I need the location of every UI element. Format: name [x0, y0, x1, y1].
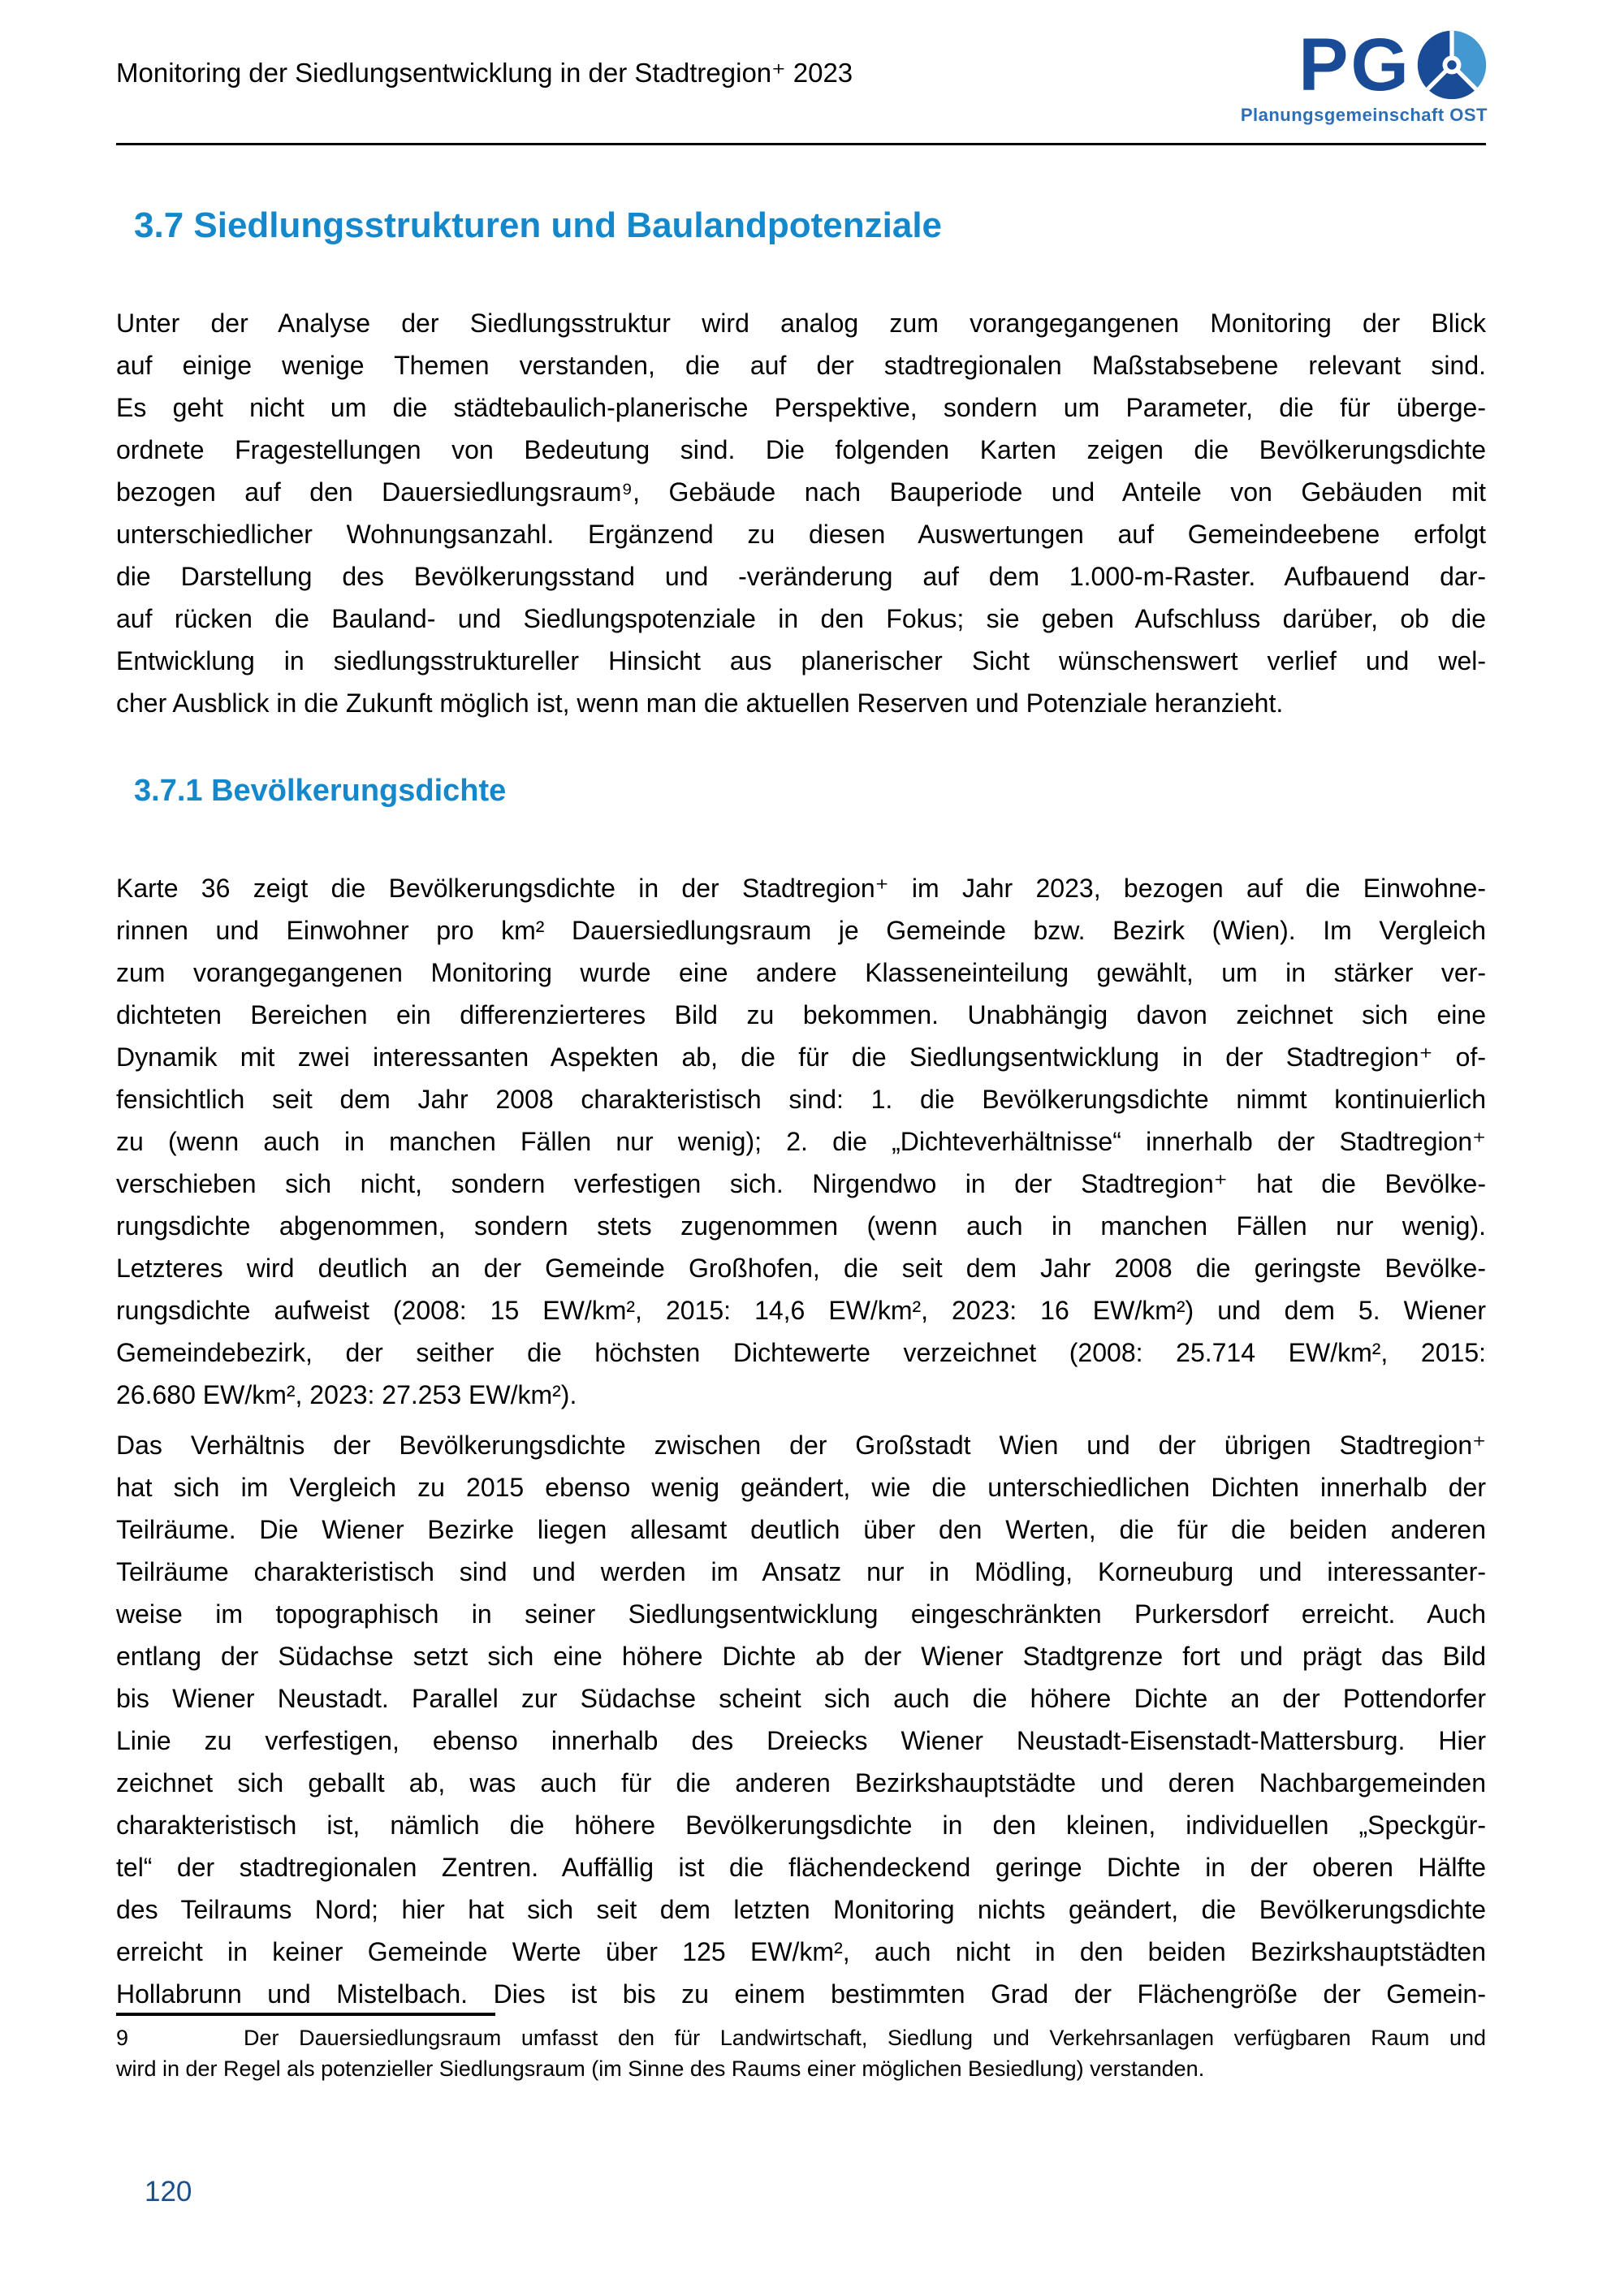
text-line: rinnen und Einwohner pro km² Dauersiedlungsraum je Gemeinde bzw. Bezirk (Wien). Im Vergleich	[116, 916, 1486, 945]
text-line: hat sich im Vergleich zu 2015 ebenso wenig geändert, wie die unterschiedlichen Dichten innerhalb der	[116, 1473, 1486, 1502]
footnote-line: wird in der Regel als potenzieller Siedlungsraum (im Sinne des Raums einer möglichen Besiedlung) verstanden.	[116, 2056, 1205, 2081]
text-line: die Darstellung des Bevölkerungsstand und -veränderung auf dem 1.000-m-Raster. Aufbauend dar-	[116, 562, 1486, 591]
paragraph-1	[116, 302, 1486, 724]
text-line: dichteten Bereichen ein differenzierteres Bild zu bekommen. Unabhängig davon zeichnet sich eine	[116, 1000, 1486, 1029]
text-line: Dynamik mit zwei interessanten Aspekten ab, die für die Siedlungsentwicklung in der Stadtregion⁺ of-	[116, 1042, 1486, 1072]
footnote-divider	[116, 2013, 495, 2016]
text-line: cher Ausblick in die Zukunft möglich ist, wenn man die aktuellen Reserven und Potenziale heranzieht.	[116, 688, 1284, 718]
text-line: Letzteres wird deutlich an der Gemeinde Großhofen, die seit dem Jahr 2008 die geringste Bevölke-	[116, 1254, 1486, 1283]
text-line: entlang der Südachse setzt sich eine höhere Dichte ab der Wiener Stadtgrenze fort und prägt das Bild	[116, 1642, 1486, 1671]
text-line: Unter der Analyse der Siedlungsstruktur wird analog zum vorangegangenen Monitoring der Blick	[116, 309, 1486, 338]
text-line: 26.680 EW/km², 2023: 27.253 EW/km²).	[116, 1380, 577, 1409]
text-line: charakteristisch ist, nämlich die höhere Bevölkerungsdichte in den kleinen, individuellen „Speckgür-	[116, 1810, 1486, 1840]
text-line: zum vorangegangenen Monitoring wurde eine andere Klasseneinteilung gewählt, um in stärker ver-	[116, 958, 1486, 987]
pgo-logo-wordmark: PG	[1298, 24, 1411, 106]
text-line: tel“ der stadtregionalen Zentren. Auffällig ist die flächendeckend geringe Dichte in der oberen Hälfte	[116, 1853, 1486, 1882]
header-divider	[116, 143, 1486, 145]
text-line: bezogen auf den Dauersiedlungsraum⁹, Gebäude nach Bauperiode und Anteile von Gebäuden mit	[116, 477, 1486, 507]
text-line: des Teilraums Nord; hier hat sich seit dem letzten Monitoring nichts geändert, die Bevölkerungsdichte	[116, 1895, 1486, 1924]
text-line: Teilräume charakteristisch sind und werden im Ansatz nur in Mödling, Korneuburg und interessanter-	[116, 1557, 1486, 1586]
text-line: zu (wenn auch in manchen Fällen nur wenig); 2. die „Dichteverhältnisse“ innerhalb der Stadtregion⁺	[116, 1127, 1486, 1156]
footnote-marker: 9	[116, 2026, 129, 2050]
text-line: zeichnet sich geballt ab, was auch für die anderen Bezirkshauptstädte und deren Nachbargemeinden	[116, 1768, 1486, 1798]
text-line: ordnete Fragestellungen von Bedeutung sind. Die folgenden Karten zeigen die Bevölkerungsdichte	[116, 435, 1486, 464]
text-line: verschieben sich nicht, sondern verfestigen sich. Nirgendwo in der Stadtregion⁺ hat die Bevölke-	[116, 1169, 1486, 1198]
text-line: erreicht in keiner Gemeinde Werte über 125 EW/km², auch nicht in den beiden Bezirkshauptstädten	[116, 1937, 1486, 1966]
text-line: auf rücken die Bauland- und Siedlungspotenziale in den Fokus; sie geben Aufschluss darüber, ob die	[116, 604, 1486, 633]
footnote-text: Der Dauersiedlungsraum umfasst den für Landwirtschaft, Siedlung und Verkehrsanlagen verfügbaren Raum und	[244, 2026, 1486, 2050]
footnote-9	[116, 2022, 1486, 2084]
text-line: fensichtlich seit dem Jahr 2008 charakteristisch sind: 1. die Bevölkerungsdichte nimmt kontinuierlich	[116, 1085, 1486, 1114]
text-line: auf einige wenige Themen verstanden, die auf der stadtregionalen Maßstabsebene relevant sind.	[116, 351, 1486, 380]
pgo-logo-row	[1298, 24, 1488, 106]
page-header-title: Monitoring der Siedlungsentwicklung in der Stadtregion⁺ 2023	[116, 58, 853, 88]
text-line: weise im topographisch in seiner Siedlungsentwicklung eingeschränkten Purkersdorf erreicht. Auch	[116, 1599, 1486, 1629]
subsection-heading-3-7-1: 3.7.1 Bevölkerungsdichte	[134, 774, 507, 808]
text-line: Teilräume. Die Wiener Bezirke liegen allesamt deutlich über den Werten, die für die beiden anderen	[116, 1515, 1486, 1544]
section-heading-3-7: 3.7 Siedlungsstrukturen und Baulandpotenziale	[134, 205, 943, 245]
text-line: rungsdichte abgenommen, sondern stets zugenommen (wenn auch in manchen Fällen nur wenig).	[116, 1211, 1486, 1241]
paragraph-3	[116, 1424, 1486, 2015]
pgo-logo	[1240, 24, 1488, 126]
text-line: unterschiedlicher Wohnungsanzahl. Ergänzend zu diesen Auswertungen auf Gemeindeebene erfolgt	[116, 520, 1486, 549]
text-line: Karte 36 zeigt die Bevölkerungsdichte in der Stadtregion⁺ im Jahr 2023, bezogen auf die Einwohne-	[116, 874, 1486, 903]
pgo-logo-subtitle: Planungsgemeinschaft OST	[1240, 105, 1488, 125]
text-line: bis Wiener Neustadt. Parallel zur Südachse scheint sich auch die höhere Dichte an der Pottendorfer	[116, 1684, 1486, 1713]
text-line: Gemeindebezirk, der seither die höchsten Dichtewerte verzeichnet (2008: 25.714 EW/km², 2015:	[116, 1338, 1486, 1367]
pgo-logo-disc-icon	[1416, 29, 1488, 101]
text-line: Hollabrunn und Mistelbach. Dies ist bis zu einem bestimmten Grad der Flächengröße der Gemein-	[116, 1979, 1486, 2009]
text-line: rungsdichte aufweist (2008: 15 EW/km², 2015: 14,6 EW/km², 2023: 16 EW/km²) und dem 5. Wiener	[116, 1296, 1486, 1325]
text-line: Das Verhältnis der Bevölkerungsdichte zwischen der Großstadt Wien und der übrigen Stadtregion⁺	[116, 1431, 1486, 1460]
text-line: Entwicklung in siedlungsstruktureller Hinsicht aus planerischer Sicht wünschenswert verlief und wel-	[116, 646, 1486, 675]
page-number: 120	[145, 2176, 192, 2208]
text-line: Es geht nicht um die städtebaulich-planerische Perspektive, sondern um Parameter, die für überge-	[116, 393, 1486, 422]
paragraph-2	[116, 867, 1486, 1416]
footnote-line	[116, 2022, 1486, 2053]
text-line: Linie zu verfestigen, ebenso innerhalb des Dreiecks Wiener Neustadt-Eisenstadt-Mattersburg. Hier	[116, 1726, 1486, 1755]
